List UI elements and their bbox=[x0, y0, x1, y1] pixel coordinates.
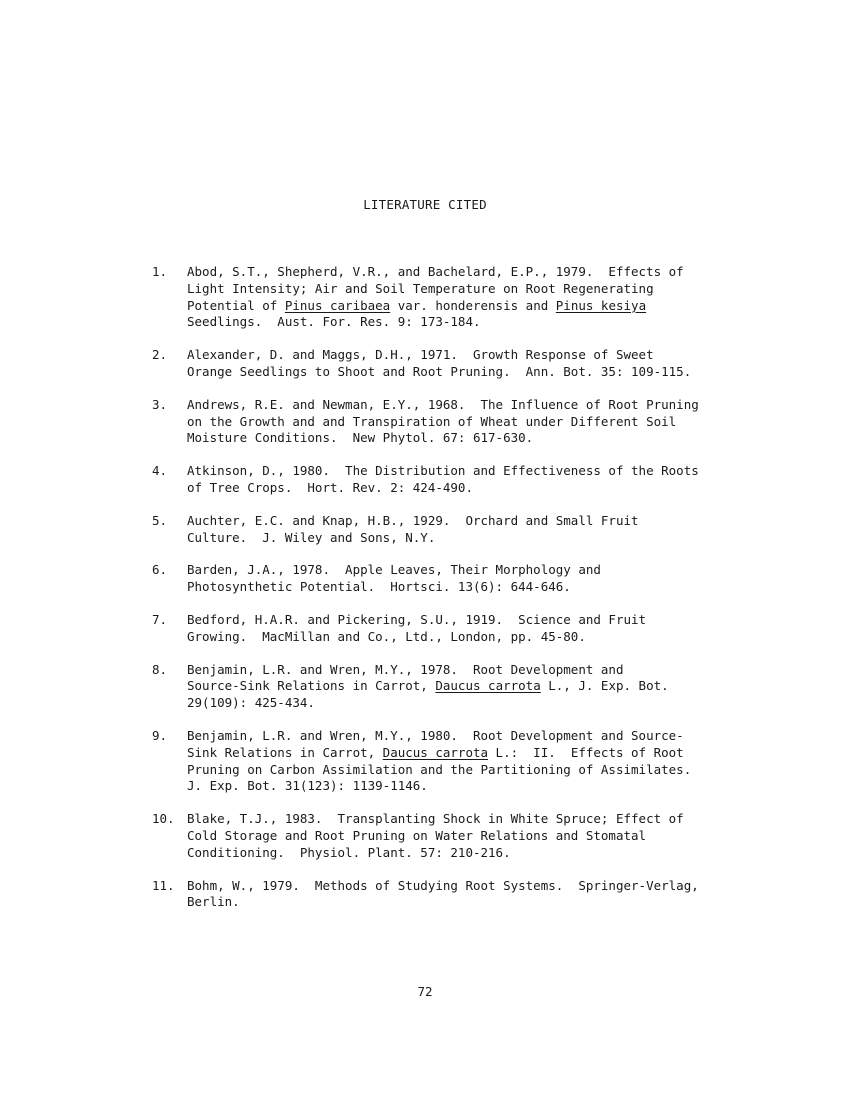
reference-text bbox=[187, 463, 772, 497]
reference-segment: Moisture Conditions. New Phytol. 67: 617-630. bbox=[187, 430, 534, 446]
reference-line bbox=[187, 347, 772, 364]
reference-number: 3. bbox=[152, 396, 168, 412]
reference-item bbox=[152, 562, 772, 596]
reference-line bbox=[187, 364, 772, 381]
reference-item bbox=[152, 612, 772, 646]
reference-line bbox=[187, 530, 772, 547]
reference-segment: 29(109): 425-434. bbox=[187, 695, 315, 711]
reference-text bbox=[187, 562, 772, 596]
reference-line bbox=[187, 894, 772, 911]
reference-segment: Orange Seedlings to Shoot and Root Pruning. Ann. Bot. 35: 109-115. bbox=[187, 363, 692, 379]
reference-segment: J. Exp. Bot. 31(123): 1139-1146. bbox=[187, 778, 428, 794]
reference-segment: var. honderensis and bbox=[390, 297, 556, 313]
reference-item bbox=[152, 728, 772, 795]
reference-text bbox=[187, 728, 772, 795]
reference-text bbox=[187, 264, 772, 331]
reference-segment: Conditioning. Physiol. Plant. 57: 210-216. bbox=[187, 844, 511, 860]
reference-text bbox=[187, 397, 772, 447]
reference-number: 11. bbox=[152, 877, 175, 893]
reference-segment: Alexander, D. and Maggs, D.H., 1971. Growth Response of Sweet bbox=[187, 347, 654, 363]
reference-segment: Seedlings. Aust. For. Res. 9: 173-184. bbox=[187, 314, 481, 330]
reference-segment: Blake, T.J., 1983. Transplanting Shock in White Spruce; Effect of bbox=[187, 811, 684, 827]
reference-segment: Bedford, H.A.R. and Pickering, S.U., 1919. Science and Fruit bbox=[187, 611, 647, 627]
reference-segment: Auchter, E.C. and Knap, H.B., 1929. Orchard and Small Fruit bbox=[187, 512, 639, 528]
page-title: LITERATURE CITED bbox=[363, 197, 487, 212]
reference-number: 9. bbox=[152, 727, 168, 743]
reference-text bbox=[187, 811, 772, 861]
reference-line bbox=[187, 629, 772, 646]
species-name: Daucus carrota bbox=[382, 744, 489, 760]
reference-line bbox=[187, 463, 772, 480]
reference-line bbox=[187, 811, 772, 828]
reference-item bbox=[152, 264, 772, 331]
reference-line bbox=[187, 397, 772, 414]
reference-text bbox=[187, 662, 772, 712]
reference-number: 4. bbox=[152, 463, 168, 479]
reference-line bbox=[187, 430, 772, 447]
reference-segment: Potential of bbox=[187, 297, 285, 313]
reference-text bbox=[187, 878, 772, 912]
reference-item bbox=[152, 662, 772, 712]
reference-list bbox=[152, 264, 772, 927]
page-number: 72 bbox=[417, 984, 433, 999]
reference-line bbox=[187, 562, 772, 579]
reference-text bbox=[187, 612, 772, 646]
reference-segment: Bohm, W., 1979. Methods of Studying Root Systems. Springer-Verlag, bbox=[187, 877, 699, 893]
reference-number: 8. bbox=[152, 661, 168, 677]
reference-line bbox=[187, 612, 772, 629]
reference-line bbox=[187, 728, 772, 745]
reference-segment: Source-Sink Relations in Carrot, bbox=[187, 678, 436, 694]
reference-item bbox=[152, 347, 772, 381]
reference-segment: L., J. Exp. Bot. bbox=[540, 678, 669, 694]
reference-line bbox=[187, 845, 772, 862]
reference-number: 1. bbox=[152, 264, 168, 279]
reference-segment: on the Growth and and Transpiration of Wheat under Different Soil bbox=[187, 413, 677, 429]
reference-item bbox=[152, 811, 772, 861]
reference-number: 7. bbox=[152, 611, 168, 627]
reference-line bbox=[187, 878, 772, 895]
reference-line bbox=[187, 480, 772, 497]
reference-segment: Growing. MacMillan and Co., Ltd., London, pp. 45-80. bbox=[187, 628, 586, 644]
reference-line bbox=[187, 579, 772, 596]
reference-line bbox=[187, 513, 772, 530]
reference-line bbox=[187, 264, 772, 281]
reference-segment: Benjamin, L.R. and Wren, M.Y., 1978. Root Development and bbox=[187, 661, 624, 677]
reference-line bbox=[187, 414, 772, 431]
reference-line bbox=[187, 678, 772, 695]
reference-item bbox=[152, 397, 772, 447]
reference-segment: Cold Storage and Root Pruning on Water Relations and Stomatal bbox=[187, 827, 647, 843]
reference-line bbox=[187, 298, 772, 315]
reference-line bbox=[187, 762, 772, 779]
reference-item bbox=[152, 513, 772, 547]
reference-line bbox=[187, 745, 772, 762]
reference-line bbox=[187, 695, 772, 712]
reference-segment: Berlin. bbox=[187, 894, 240, 910]
reference-segment: Culture. J. Wiley and Sons, N.Y. bbox=[187, 529, 436, 545]
species-name: Pinus caribaea bbox=[284, 297, 391, 313]
reference-number: 5. bbox=[152, 512, 168, 528]
reference-segment: Sink Relations in Carrot, bbox=[187, 744, 383, 760]
reference-line bbox=[187, 778, 772, 795]
reference-item bbox=[152, 878, 772, 912]
reference-segment: Pruning on Carbon Assimilation and the Partitioning of Assimilates. bbox=[187, 761, 692, 777]
reference-segment: Light Intensity; Air and Soil Temperature on Root Regenerating bbox=[187, 280, 654, 296]
reference-segment: L.: II. Effects of Root bbox=[488, 744, 684, 760]
reference-number: 2. bbox=[152, 347, 168, 363]
reference-line bbox=[187, 828, 772, 845]
reference-line bbox=[187, 662, 772, 679]
reference-segment: Benjamin, L.R. and Wren, M.Y., 1980. Root Development and Source- bbox=[187, 727, 684, 743]
reference-segment: Atkinson, D., 1980. The Distribution and Effectiveness of the Roots bbox=[187, 463, 699, 479]
reference-text bbox=[187, 347, 772, 381]
reference-number: 10. bbox=[152, 811, 175, 827]
reference-segment: Barden, J.A., 1978. Apple Leaves, Their Morphology and bbox=[187, 562, 601, 578]
species-name: Daucus carrota bbox=[435, 678, 541, 694]
reference-segment: of Tree Crops. Hort. Rev. 2: 424-490. bbox=[187, 479, 473, 495]
reference-segment: Photosynthetic Potential. Hortsci. 13(6): 644-646. bbox=[187, 579, 571, 595]
reference-item bbox=[152, 463, 772, 497]
reference-segment: Andrews, R.E. and Newman, E.Y., 1968. The Influence of Root Pruning bbox=[187, 396, 699, 412]
reference-line bbox=[187, 314, 772, 331]
reference-segment: Abod, S.T., Shepherd, V.R., and Bachelard, E.P., 1979. Effects of bbox=[187, 264, 684, 279]
species-name: Pinus kesiya bbox=[555, 297, 647, 313]
reference-text bbox=[187, 513, 772, 547]
reference-line bbox=[187, 281, 772, 298]
reference-number: 6. bbox=[152, 562, 168, 578]
